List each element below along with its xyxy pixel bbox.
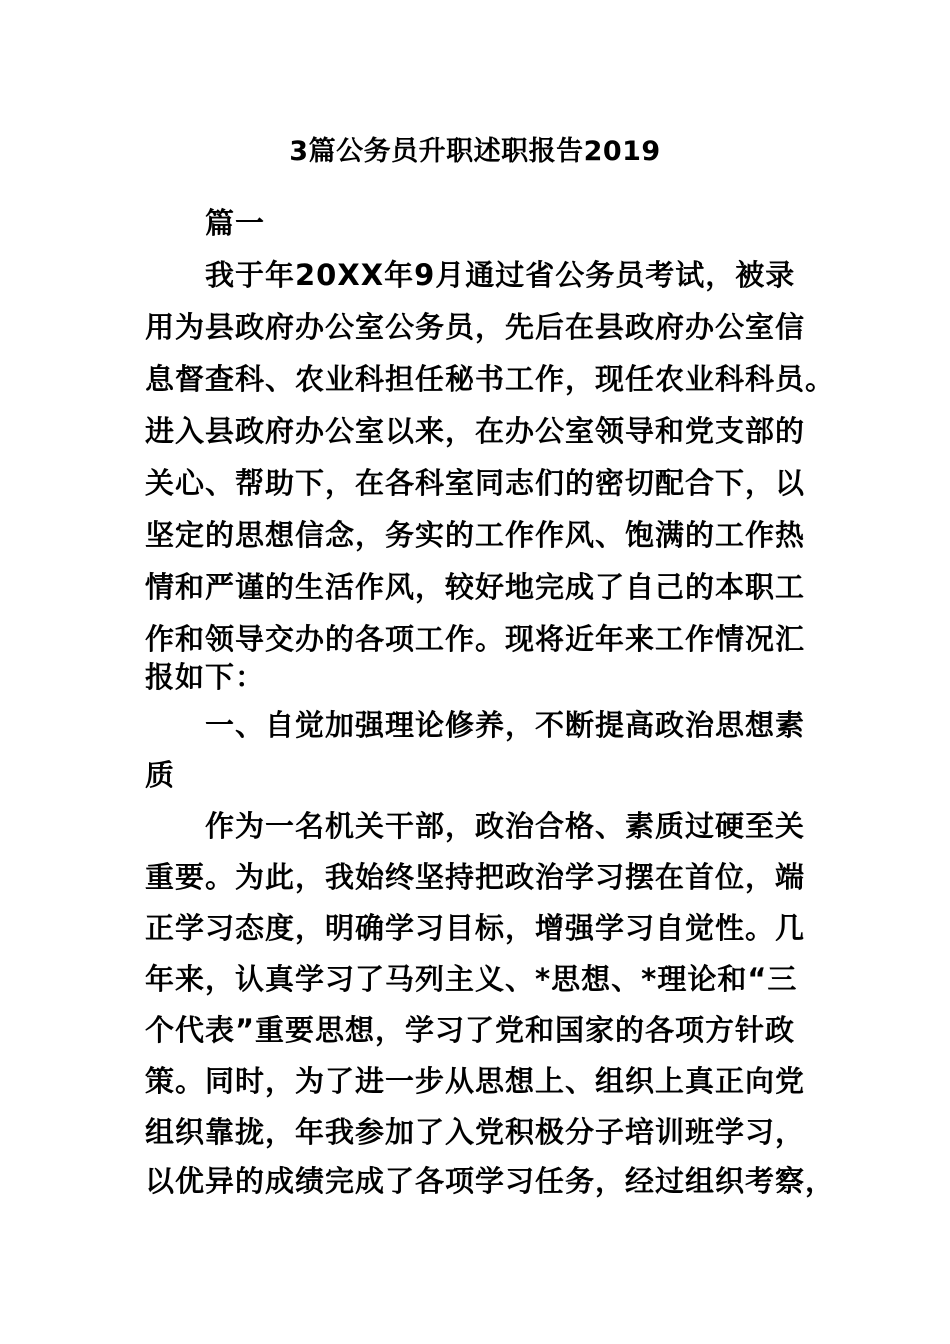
paragraph-line: 组织靠拢，年我参加了入党积极分子培训班学习， bbox=[145, 1115, 806, 1149]
document-title: 3篇公务员升职述职报告2019 bbox=[289, 136, 661, 167]
paragraph-line: 坚定的思想信念，务实的工作作风、饱满的工作热 bbox=[145, 518, 806, 552]
subsection-heading-cont: 质 bbox=[145, 758, 176, 792]
paragraph-line: 以优异的成绩完成了各项学习任务，经过组织考察， bbox=[145, 1164, 836, 1198]
paragraph-line: 用为县政府办公室公务员，先后在县政府办公室信 bbox=[145, 310, 806, 344]
paragraph-line: 息督查科、农业科担任秘书工作，现任农业科科员。 bbox=[145, 362, 836, 396]
paragraph-line: 作为一名机关干部，政治合格、素质过硬至关 bbox=[205, 809, 806, 843]
paragraph-line: 年来，认真学习了马列主义、*思想、*理论和“三 bbox=[145, 962, 798, 996]
paragraph-line: 我于年20XX年9月通过省公务员考试，被录 bbox=[205, 258, 796, 292]
paragraph-line: 进入县政府办公室以来，在办公室领导和党支部的 bbox=[145, 414, 806, 448]
section-heading: 篇一 bbox=[205, 206, 266, 240]
paragraph-line: 关心、帮助下，在各科室同志们的密切配合下，以 bbox=[145, 466, 806, 500]
paragraph-line: 个代表”重要思想，学习了党和国家的各项方针政 bbox=[145, 1013, 796, 1047]
paragraph-line: 报如下： bbox=[145, 660, 266, 694]
paragraph-line: 正学习态度，明确学习目标，增强学习自觉性。几 bbox=[145, 911, 806, 945]
paragraph-line: 策。同时，为了进一步从思想上、组织上真正向党 bbox=[145, 1064, 806, 1098]
paragraph-line: 重要。为此，我始终坚持把政治学习摆在首位，端 bbox=[145, 860, 806, 894]
paragraph-line: 情和严谨的生活作风，较好地完成了自己的本职工 bbox=[145, 570, 806, 604]
paragraph-line: 作和领导交办的各项工作。现将近年来工作情况汇 bbox=[145, 622, 806, 656]
subsection-heading: 一、自觉加强理论修养，不断提高政治思想素 bbox=[205, 708, 806, 742]
